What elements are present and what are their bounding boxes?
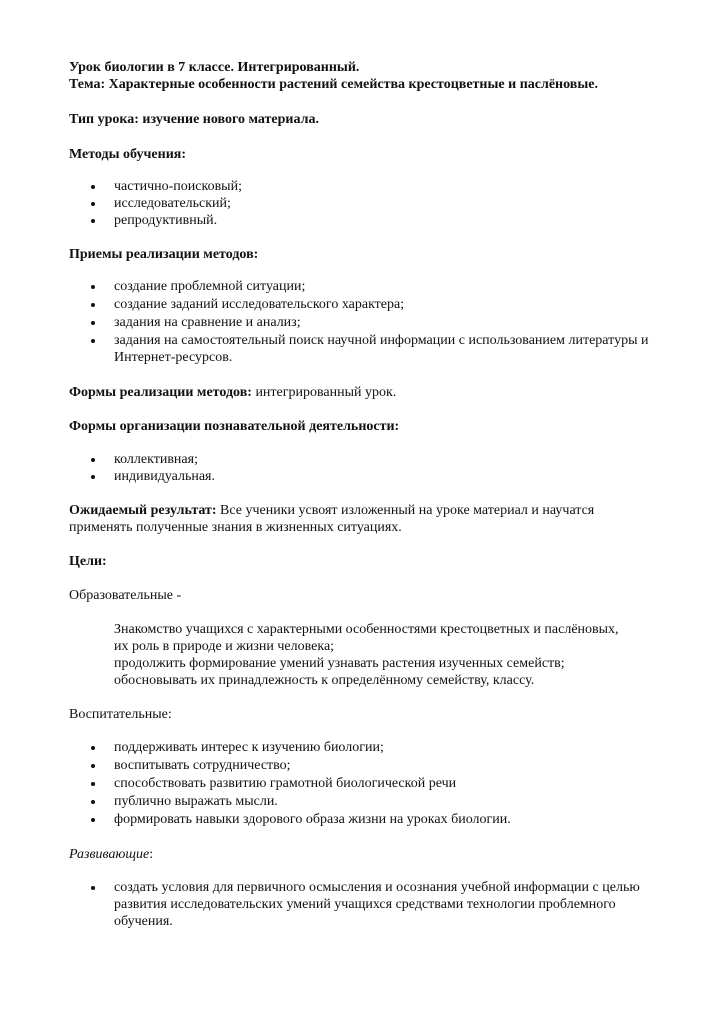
list-item: воспитывать сотрудничество; [114,758,291,773]
list-item: задания на сравнение и анализ; [114,315,301,330]
techniques-title: Приемы реализации методов: [69,247,259,262]
lesson-topic: Тема: Характерные особенности растений семейства крестоцветные и паслёновые. [69,77,598,92]
list-item-continuation: развития исследовательских умений учащихся средствами технологии проблемного [114,897,616,912]
expected-text: Все ученики усвоят изложенный на уроке материал и научатся [220,503,595,518]
list-item: индивидуальная. [114,469,215,484]
goals-title: Цели: [69,554,107,569]
expected-line-1 [69,502,594,519]
organization-title: Формы организации познавательной деятельности: [69,419,400,434]
upbringing-label: Воспитательные: [69,707,172,722]
developing-label: Развивающие [69,847,150,862]
educational-line: продолжить формирование умений узнавать растения изученных семейств; [114,656,565,671]
list-item: коллективная; [114,452,198,467]
list-item: репродуктивный. [114,213,218,228]
list-item: исследовательский; [114,196,231,211]
educational-line: Знакомство учащихся с характерными особенностями крестоцветных и паслёновых, [114,622,619,637]
list-item: частично-поисковый; [114,179,242,194]
developing-colon: : [149,847,154,862]
expected-label: Ожидаемый результат: [69,503,217,518]
lesson-header: Урок биологии в 7 классе. Интегрированный. [69,60,360,75]
forms-value: интегрированный урок. [255,385,397,400]
expected-line-2: применять полученные знания в жизненных ситуациях. [69,520,402,535]
list-item-continuation: обучения. [114,914,173,929]
lesson-type: Тип урока: изучение нового материала. [69,112,319,127]
list-item: способствовать развитию грамотной биологической речи [114,776,457,791]
educational-line: их роль в природе и жизни человека; [114,639,335,654]
forms-line [69,384,396,401]
list-item: задания на самостоятельный поиск научной информации с использованием литературы и [114,333,649,348]
educational-label: Образовательные - [69,588,182,603]
developing-label-line [69,846,153,863]
list-item: создание заданий исследовательского характера; [114,297,405,312]
list-item: формировать навыки здорового образа жизни на уроках биологии. [114,812,511,827]
list-item: поддерживать интерес к изучению биологии; [114,740,384,755]
list-item: создание проблемной ситуации; [114,279,306,294]
educational-line: обосновывать их принадлежность к определённому семейству, классу. [114,673,535,688]
list-item: публично выражать мысли. [114,794,278,809]
list-item-continuation: Интернет-ресурсов. [114,350,233,365]
forms-label: Формы реализации методов: [69,385,252,400]
list-item: создать условия для первичного осмысления и осознания учебной информации с целью [114,880,640,895]
methods-title: Методы обучения: [69,147,186,162]
